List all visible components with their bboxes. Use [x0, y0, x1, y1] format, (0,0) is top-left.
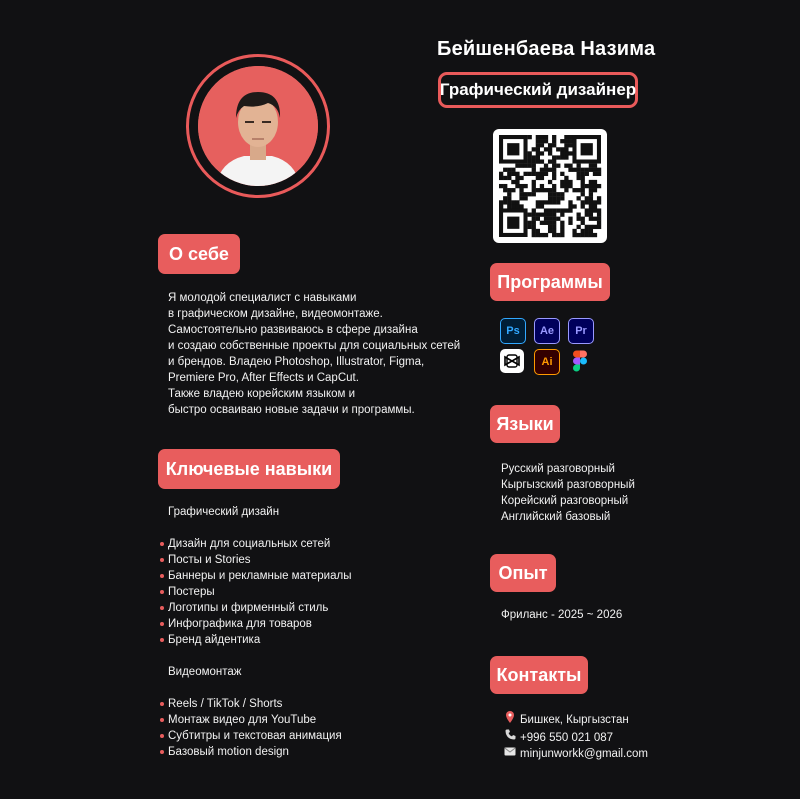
list-item: Посты и Stories	[160, 552, 420, 568]
contact-location	[503, 711, 683, 729]
portrait-image	[198, 66, 318, 186]
list-item: Бренд айдентика	[160, 632, 420, 648]
programs-heading	[490, 263, 610, 301]
list-item: Английский базовый	[501, 511, 611, 523]
contact-phone[interactable]	[503, 729, 683, 746]
list-item: Базовый motion design	[160, 744, 420, 760]
experience-text: Фриланс - 2025 ~ 2026	[501, 609, 623, 621]
list-item: Reels / TikTok / Shorts	[160, 696, 420, 712]
about-line: Premiere Pro, After Effects и CapCut.	[168, 372, 359, 384]
list-item: Субтитры и текстовая анимация	[160, 728, 420, 744]
avatar-frame	[186, 54, 330, 198]
list-item: Баннеры и рекламные материалы	[160, 568, 420, 584]
graphic-skills	[160, 536, 420, 648]
email-text: minjunworkk@gmail.com	[520, 748, 648, 760]
list-item: Инфографика для товаров	[160, 616, 420, 632]
about-line: Самостоятельно развиваюсь в сфере дизайна	[168, 324, 418, 336]
contacts-heading-label: Контакты	[496, 664, 582, 685]
mail-icon	[503, 746, 517, 762]
languages-list	[501, 461, 681, 525]
role-label: Графический дизайнер	[439, 80, 637, 99]
phone-icon	[503, 729, 517, 746]
phone-text: +996 550 021 087	[520, 731, 614, 744]
experience-heading-label: Опыт	[498, 562, 548, 583]
after-effects-icon: Ae	[534, 318, 560, 344]
avatar	[198, 66, 318, 186]
role-badge	[438, 72, 638, 108]
figma-icon	[568, 349, 592, 373]
contact-email[interactable]	[503, 746, 683, 762]
list-item: Логотипы и фирменный стиль	[160, 600, 420, 616]
about-heading-label: О себе	[169, 243, 229, 264]
skills-graphic-heading: Графический дизайн	[168, 506, 280, 518]
list-item: Русский разговорный	[501, 463, 615, 475]
pin-icon	[503, 711, 517, 729]
about-line: и брендов. Владею Photoshop, Illustrator, Figma,	[168, 356, 425, 368]
illustrator-icon: Ai	[534, 349, 560, 375]
skills-video-heading: Видеомонтаж	[168, 666, 242, 678]
skills-list	[160, 504, 420, 760]
about-heading	[158, 234, 240, 274]
premiere-pro-icon: Pr	[568, 318, 594, 344]
list-item: Кыргызский разговорный	[501, 479, 635, 491]
list-item: Монтаж видео для YouTube	[160, 712, 420, 728]
video-skills	[160, 696, 420, 760]
skills-heading	[158, 449, 340, 489]
about-line: в графическом дизайне, видеомонтаже.	[168, 308, 383, 320]
about-line: Также владею корейским языком и	[168, 388, 356, 400]
list-item: Корейский разговорный	[501, 495, 629, 507]
capcut-icon	[500, 349, 524, 373]
contacts-list	[503, 711, 683, 762]
list-item: Постеры	[160, 584, 420, 600]
qr-code-graphic	[493, 129, 607, 243]
programs-heading-label: Программы	[497, 271, 603, 292]
about-line: Я молодой специалист с навыками	[168, 292, 357, 304]
languages-heading-label: Языки	[496, 413, 554, 434]
qr-code[interactable]	[493, 129, 607, 243]
about-line: и создаю собственные проекты для социальных сетей	[168, 340, 461, 352]
contacts-heading	[490, 656, 588, 694]
photoshop-icon: Ps	[500, 318, 526, 344]
languages-heading	[490, 405, 560, 443]
experience-heading	[490, 554, 556, 592]
about-text	[168, 290, 461, 418]
location-text: Бишкек, Кыргызстан	[520, 714, 629, 726]
person-name: Бейшенбаева Назима	[437, 38, 656, 60]
about-line: быстро осваиваю новые задачи и программы.	[168, 404, 415, 416]
list-item: Дизайн для социальных сетей	[160, 536, 420, 552]
skills-heading-label: Ключевые навыки	[165, 458, 333, 479]
